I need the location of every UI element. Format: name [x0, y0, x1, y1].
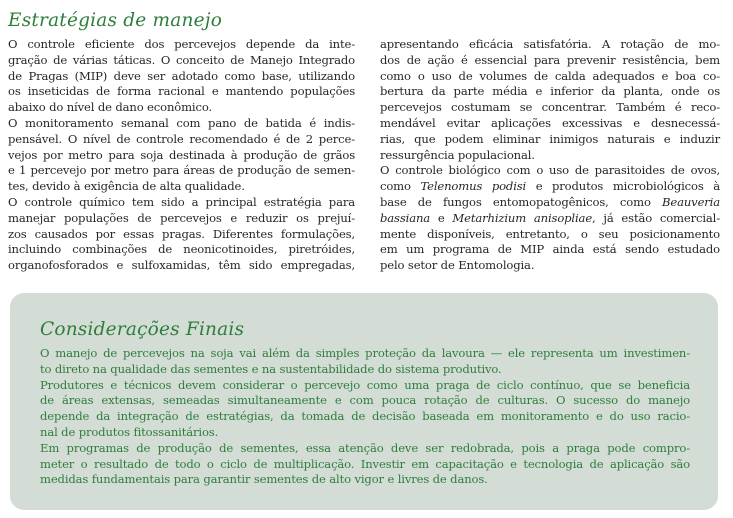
- text-line: vejos por metro para soja destinada à produção de grãos: [8, 147, 355, 162]
- text-line: de Pragas (MIP) deve ser adotado como base, utilizando: [8, 68, 355, 83]
- text-fragment: base de fungos entomopatogênicos, como: [380, 194, 663, 209]
- text-line: O monitoramento semanal com pano de batida é indis-: [8, 115, 355, 130]
- species-name: Metarhizium anisopliae: [452, 210, 593, 225]
- text-line: pensável. O nível de controle recomendado é de 2 perce-: [8, 131, 355, 146]
- text-line: dos de ação é essencial para prevenir resistência, bem: [380, 52, 720, 67]
- text-line: e 1 percevejo por metro para áreas de produção de semen-: [8, 163, 355, 178]
- final-considerations-text: [40, 346, 690, 488]
- text-line: como o uso de volumes de calda adequados e boa co-: [380, 68, 720, 83]
- text-line: rias, que podem eliminar inimigos naturais e induzir: [380, 131, 720, 146]
- right-text-column: [380, 37, 720, 274]
- text-line: os inseticidas de forma racional e mantendo populações: [8, 84, 355, 99]
- text-line: [380, 211, 720, 227]
- text-line: Em programas de produção de sementes, essa atenção deve ser redobrada, pois a praga pode compro-: [40, 440, 690, 455]
- text-line: mente disponíveis, entretanto, o seu posicionamento: [380, 226, 720, 241]
- text-line: em um programa de MIP ainda está sendo estudado: [380, 242, 720, 257]
- text-line: mendável evitar aplicações excessivas e desnecessá-: [380, 115, 720, 130]
- text-line: tes, devido à exigência de alta qualidade.: [8, 179, 245, 194]
- text-line: O controle eficiente dos percevejos depende da inte-: [8, 37, 355, 51]
- text-line: organofosforados e sulfoxamidas, têm sido empregadas,: [8, 258, 355, 273]
- text-line: manejar populações de percevejos e reduzir os prejuí-: [8, 210, 355, 225]
- left-text-column: [8, 37, 355, 274]
- text-line: bertura da parte média e inferior da planta, onde os: [380, 84, 720, 99]
- text-line: O controle biológico com o uso de parasitoides de ovos,: [380, 163, 720, 178]
- text-line: [380, 179, 720, 195]
- species-name: Beauveria: [662, 194, 720, 209]
- text-fragment: como: [380, 179, 421, 194]
- text-line: de áreas extensas, semeadas simultaneamente e com pouca rotação de culturas. O sucesso do manejo: [40, 393, 690, 408]
- text-line: Produtores e técnicos devem considerar o percevejo como uma praga de ciclo contínuo, que se beneficia: [40, 377, 690, 392]
- text-line: to direto na qualidade das sementes e na sustentabilidade do sistema produtivo.: [40, 361, 502, 376]
- text-line: apresentando eficácia satisfatória. A rotação de mo-: [380, 37, 720, 51]
- text-line: percevejos costumam se concentrar. Também é reco-: [380, 100, 720, 115]
- final-considerations-title: Considerações Finais: [40, 319, 245, 340]
- species-name: Telenomus podisi: [420, 179, 527, 194]
- text-line: incluindo combinações de neonicotinoides, piretróides,: [8, 242, 355, 257]
- species-name: bassiana: [380, 210, 431, 225]
- text-line: O manejo de percevejos na soja vai além da simples proteção da lavoura — ele representa um investimen-: [40, 346, 690, 360]
- text-line: [380, 195, 720, 211]
- text-line: zos causados por essas pragas. Diferentes formulações,: [8, 226, 355, 241]
- text-line: O controle químico tem sido a principal estratégia para: [8, 194, 355, 209]
- text-fragment: e produtos microbiológicos à: [526, 179, 720, 194]
- text-line: abaixo do nível de dano econômico.: [8, 100, 212, 115]
- section-title: Estratégias de manejo: [8, 10, 223, 31]
- text-line: meter o resultado de todo o ciclo de multiplicação. Investir em capacitação e tecnologia de aplicação são: [40, 456, 690, 471]
- text-line: ressurgência populacional.: [380, 147, 535, 162]
- text-line: nal de produtos fitossanitários.: [40, 424, 219, 439]
- text-fragment: , já estão comercial-: [592, 210, 720, 225]
- text-fragment: e: [430, 210, 453, 225]
- text-line: gração de várias táticas. O conceito de Manejo Integrado: [8, 52, 355, 67]
- text-line: pelo setor de Entomologia.: [380, 258, 535, 273]
- text-line: depende da integração de estratégias, da tomada de decisão baseada em monitoramento e do uso racio-: [40, 409, 690, 424]
- text-line: medidas fundamentais para garantir sementes de alto vigor e livres de danos.: [40, 472, 488, 487]
